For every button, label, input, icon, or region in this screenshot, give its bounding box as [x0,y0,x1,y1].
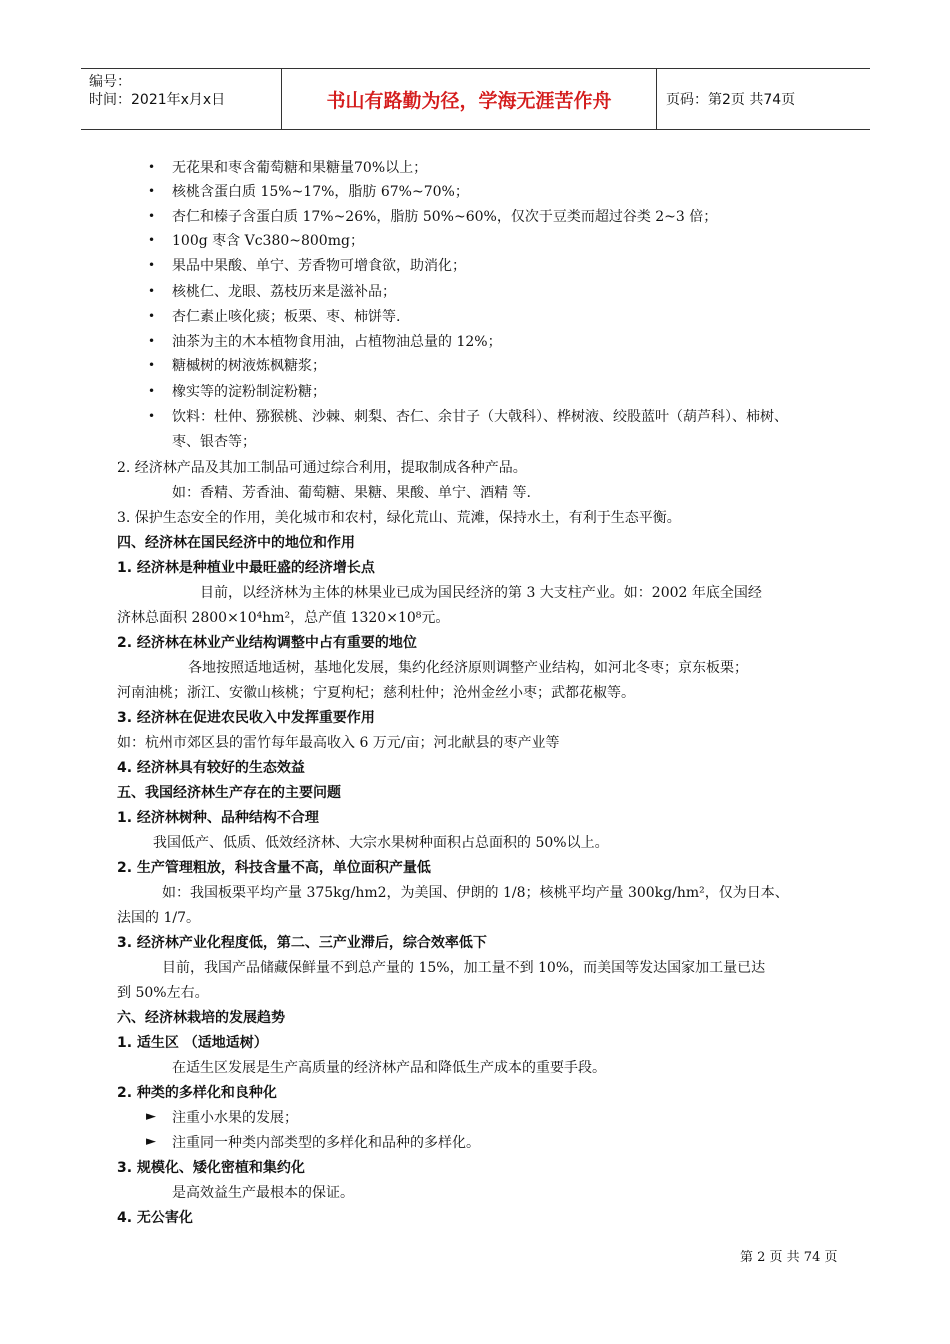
subsection-heading: 2. 种类的多样化和良种化 [117,1085,277,1101]
list-item: 100g 枣含 Vc380~800mg； [172,233,364,249]
bullet-dot: • [148,309,156,323]
list-item: 核桃含蛋白质 15%~17%，脂肪 67%~70%； [172,184,469,200]
list-item: 杏仁素止咳化痰；板栗、枣、柿饼等. [172,309,401,325]
subsection-heading: 2. 经济林在林业产业结构调整中占有重要的地位 [117,635,417,651]
subsection-heading: 2. 生产管理粗放，科技含量不高，单位面积产量低 [117,860,431,876]
bullet-dot: • [148,258,156,272]
subsection-heading: 1. 适生区 （适地适树） [117,1035,268,1051]
paragraph: 我国低产、低质、低效经济林、大宗水果树种面积占总面积的 50%以上。 [153,835,609,851]
list-item: 橡实等的淀粉制淀粉糖； [172,384,326,400]
header-motto: 书山有路勤为径，学海无涯苦作舟 [281,69,657,129]
list-item: 饮料：杜仲、猕猴桃、沙棘、刺梨、杏仁、余甘子（大戟科）、桦树液、绞股蓝叶（葫芦科）、柿树、 [172,409,788,425]
bullet-dot: • [148,334,156,348]
list-item-continuation: 枣、银杏等； [172,434,256,450]
bullet-dot: • [148,184,156,198]
section-heading: 四、经济林在国民经济中的地位和作用 [117,535,355,551]
subsection-heading: 3. 经济林产业化程度低，第二、三产业滞后，综合效率低下 [117,935,487,951]
bullet-dot: • [148,284,156,298]
paragraph: 目前，以经济林为主体的林果业已成为国民经济的第 3 大支柱产业。如：2002 年底全国经 [200,585,762,601]
paragraph: 目前，我国产品储藏保鲜量不到总产量的 15%，加工量不到 10%，而美国等发达国家加工量已达 [162,960,766,976]
paragraph: 如：杭州市郊区县的雷竹每年最高收入 6 万元/亩；河北献县的枣产业等 [117,735,560,751]
section-heading: 六、经济林栽培的发展趋势 [117,1010,285,1026]
list-item: 果品中果酸、单宁、芳香物可增食欲，助消化； [172,258,466,274]
list-item: 杏仁和榛子含蛋白质 17%~26%，脂肪 50%~60%，仅次于豆类而超过谷类 2~3 倍； [172,209,718,225]
list-item: 注重小水果的发展； [172,1110,298,1126]
paragraph: 如：我国板栗平均产量 375kg/hm2，为美国、伊朗的 1/8；核桃平均产量 300kg/hm²，仅为日本、 [162,885,789,901]
list-item: 糖槭树的树液炼枫糖浆； [172,358,326,374]
paragraph: 河南油桃；浙江、安徽山核桃；宁夏枸杞；慈利杜仲；沧州金丝小枣；武都花椒等。 [117,685,635,701]
paragraph: 如：香精、芳香油、葡萄糖、果糖、果酸、单宁、酒精 等. [172,485,531,501]
page-header [81,68,870,130]
date-label: 时间：2021年x月x日 [89,92,226,108]
paragraph: 3. 保护生态安全的作用，美化城市和农村，绿化荒山、荒滩，保持水土，有利于生态平衡。 [117,510,681,526]
list-item: 注重同一种类内部类型的多样化和品种的多样化。 [172,1135,480,1151]
subsection-heading: 1. 经济林树种、品种结构不合理 [117,810,319,826]
paragraph: 到 50%左右。 [117,985,209,1001]
paragraph: 是高效益生产最根本的保证。 [172,1185,354,1201]
bullet-dot: • [148,209,156,223]
arrow-bullet-icon: ► [146,1134,156,1149]
bullet-dot: • [148,160,156,174]
paragraph: 各地按照适地适树，基地化发展，集约化经济原则调整产业结构，如河北冬枣；京东板栗； [188,660,748,676]
subsection-heading: 4. 无公害化 [117,1210,193,1226]
arrow-bullet-icon: ► [146,1109,156,1124]
subsection-heading: 3. 经济林在促进农民收入中发挥重要作用 [117,710,375,726]
bullet-dot: • [148,233,156,247]
header-page-label: 页码：第2页 共74页 [666,92,796,108]
paragraph: 2. 经济林产品及其加工制品可通过综合利用，提取制成各种产品。 [117,460,527,476]
number-label: 编号： [89,74,131,90]
paragraph: 济林总面积 2800×10⁴hm²，总产值 1320×10⁸元。 [117,610,450,626]
list-item: 无花果和枣含葡萄糖和果糖量70%以上； [172,160,428,176]
subsection-heading: 1. 经济林是种植业中最旺盛的经济增长点 [117,560,375,576]
paragraph: 在适生区发展是生产高质量的经济林产品和降低生产成本的重要手段。 [172,1060,606,1076]
bullet-dot: • [148,384,156,398]
paragraph: 法国的 1/7。 [117,910,200,926]
bullet-dot: • [148,409,156,423]
list-item: 油茶为主的木本植物食用油，占植物油总量的 12%； [172,334,502,350]
section-heading: 五、我国经济林生产存在的主要问题 [117,785,341,801]
bullet-dot: • [148,358,156,372]
page-footer: 第 2 页 共 74 页 [740,1250,838,1265]
header-meta [81,69,281,129]
subsection-heading: 3. 规模化、矮化密植和集约化 [117,1160,305,1176]
subsection-heading: 4. 经济林具有较好的生态效益 [117,760,305,776]
list-item: 核桃仁、龙眼、荔枝历来是滋补品； [172,284,396,300]
